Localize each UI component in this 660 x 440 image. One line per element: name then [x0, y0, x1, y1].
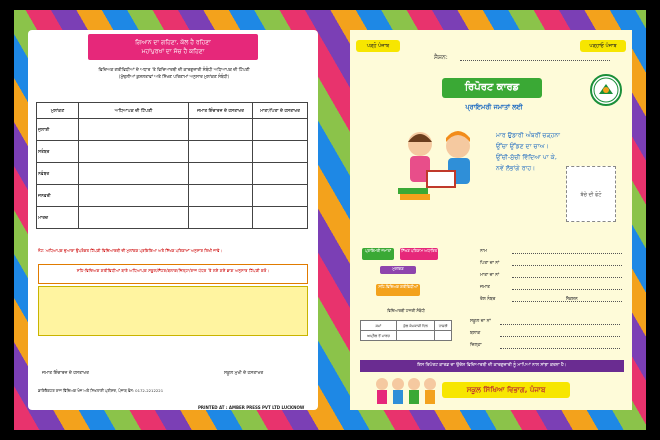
header-teacher-comment: ਅਧਿਆਪਕ ਦੀ ਟਿੱਪਣੀ [79, 103, 189, 119]
sign-cell[interactable] [253, 163, 308, 185]
attendance-header-present: ਹਾਜ਼ਰੀ [435, 321, 452, 331]
right-sheet [350, 30, 632, 410]
attendance-period-cell: ਅਪ੍ਰੈਲ ਤੋਂ ਮਾਰਚ [361, 331, 397, 341]
header-class-incharge-sign: ਜਮਾਤ ਇੰਚਾਰਜ ਦੇ ਹਸਤਾਖਰ [189, 103, 253, 119]
comment-cell[interactable] [79, 141, 189, 163]
attendance-header-period: ਸਮਾਂ [361, 321, 397, 331]
tag-evaluation: ਮੁਲਾਂਕਣ [380, 266, 416, 274]
education-department-logo [590, 74, 622, 106]
co-curricular-comment-box[interactable] [38, 286, 308, 336]
red-note: ਨੋਟ: ਅਧਿਆਪਕ ਦੁਆਰਾ ਉਪਰੋਕਤ ਟਿੱਪਣੀ ਵਿਦਿਆਰਥੀ ਦੀ ਮੁਲਾਂਕਣ ਪ੍ਰਕਿਰਿਆ ਅਤੇ ਸਿੱਖਣ ਪਰਿਣਾਮਾਂ ਅਨੁਸਾਰ ਲਿਖੀ ਜਾਵੇ। [38, 248, 223, 253]
field-father-name[interactable]: ਪਿਤਾ ਦਾ ਨਾਂ [480, 261, 500, 266]
field-section[interactable]: ਸੈਕਸ਼ਨ [566, 297, 578, 302]
working-days-cell[interactable] [396, 331, 435, 341]
school-head-signature-label: ਸਕੂਲ ਮੁਖੀ ਦੇ ਹਸਤਾਖਰ [224, 371, 264, 376]
session-label: ਸੈਸ਼ਨ: [434, 54, 448, 61]
class-incharge-signature-label: ਜਮਾਤ ਇੰਚਾਰਜ ਦੇ ਹਸਤਾਖਰ [42, 371, 89, 376]
right-page [336, 10, 646, 430]
tag-learning-outcomes: ਸਿੱਖਣ ਪਰਿਣਾਮ ਅਧਾਰਿਤ [400, 248, 438, 260]
left-page [14, 10, 334, 430]
table-row [37, 119, 308, 141]
sign-cell[interactable] [189, 185, 253, 207]
motto-banner [88, 34, 258, 60]
poem-line: ਉੱਚੀ-ਸੁੱਚੀ ਵਿੱਦਿਆ ਪਾ ਕੇ, [496, 154, 557, 161]
table-row [37, 185, 308, 207]
report-card-title: ਰਿਪੋਰਟ ਕਾਰਡ [442, 78, 542, 98]
field-mother-name[interactable]: ਮਾਤਾ ਦਾ ਨਾਂ [480, 273, 500, 278]
session-line[interactable] [460, 60, 610, 61]
intro-line-1: ਵਿਦਿਅਕ ਗਤੀਵਿਧੀਆਂ ਦੇ ਅਧਾਰ 'ਤੇ ਵਿਦਿਆਰਥੀ ਦੀ ਕਾਰਗੁਜ਼ਾਰੀ ਸੰਬੰਧੀ ਅਧਿਆਪਕ ਦੀ ਟਿੱਪਣੀ [98, 68, 250, 73]
sign-cell[interactable] [189, 119, 253, 141]
padho-punjab-tag: ਪੜ੍ਹੋ ਪੰਜਾਬ [356, 40, 400, 52]
month-cell: ਨਵੰਬਰ [37, 163, 79, 185]
co-curricular-instruction: ਸਹਿ-ਵਿਦਿਅਕ ਗਤੀਵਿਧੀਆਂ ਬਾਰੇ ਅਧਿਆਪਕ ਸਕੂਲ/ਸੈਂਟਰ/ਬਲਾਕ/ਜ਼ਿਲ੍ਹਾ/ਰਾਜ ਪੱਧਰ 'ਤੇ ਲਏ ਗਏ ਭਾਗ ਅਨੁਸਾਰ ਟਿੱਪਣੀ ਕਰੋ। [38, 264, 308, 284]
logo-emblem-icon [592, 76, 620, 104]
motto-line-1: ਗਿਆਨ ਦਾ ਗਹਿਣਾ, ਕੋਲ ਹੈ ਰਹਿਣਾ [135, 39, 211, 46]
month-cell: ਜਨਵਰੀ [37, 185, 79, 207]
field-block[interactable]: ਬਲਾਕ [470, 331, 481, 336]
sign-cell[interactable] [189, 163, 253, 185]
comment-cell[interactable] [79, 119, 189, 141]
purpose-strip: ਇਸ ਰਿਪੋਰਟ ਕਾਰਡ ਦਾ ਉਦੇਸ਼ ਵਿਦਿਆਰਥੀ ਦੀ ਕਾਰਗੁਜ਼ਾਰੀ ਨੂੰ ਮਾਪਿਆਂ ਨਾਲ ਸਾਂਝਾ ਕਰਨਾ ਹੈ। [360, 360, 624, 372]
header-evaluation: ਮੁਲਾਂਕਣ [37, 103, 79, 119]
field-district[interactable]: ਜ਼ਿਲ੍ਹਾ [470, 343, 482, 348]
field-name[interactable]: ਨਾਮ [480, 249, 487, 254]
comment-cell[interactable] [79, 163, 189, 185]
motto-line-2: ਮਹਾਂਪੁਰਖਾਂ ਦਾ ਸੱਚ ਹੈ ਕਹਿਣਾ [141, 48, 205, 55]
padhao-punjab-tag: ਪੜ੍ਹਾਓ ਪੰਜਾਬ [580, 40, 626, 52]
tag-co-curricular: ਸਹਿ-ਵਿਦਿਅਕ ਗਤੀਵਿਧੀਆਂ [376, 284, 420, 296]
poem-line: ਮਾਰ ਉਡਾਰੀ ਅੰਬਰੀਂ ਚੜ੍ਹਨਾ [496, 132, 561, 139]
intro-line-2: (ਮੁੱਢਲੀਆਂ ਕੁਸ਼ਲਤਾਵਾਂ ਅਤੇ ਸਿੱਖਣ ਪਰਿਣਾਮਾਂ ਅਨੁਸਾਰ ਮੁਲਾਂਕਣ ਸੰਬੰਧੀ) [118, 75, 230, 80]
sign-cell[interactable] [189, 141, 253, 163]
teacher-comment-table [36, 102, 308, 229]
sign-cell[interactable] [253, 141, 308, 163]
reading-children-illustration [390, 122, 490, 208]
present-cell[interactable] [435, 331, 452, 341]
field-roll-number[interactable]: ਰੋਲ ਨੰਬਰ [480, 297, 496, 302]
child-photo-box[interactable]: ਬੱਚੇ ਦੀ ਫੋਟੋ [566, 166, 616, 222]
footer-address: ਡਾਇਰੈਕਟਰ ਰਾਜ ਵਿੱਦਿਅਕ ਖੋਜ ਅਤੇ ਸਿਖਲਾਈ ਪ੍ਰੀਸ਼ਦ, ਪੰਜਾਬ ਫੋਨ: 0172-2212221 [38, 388, 164, 393]
block-line [500, 336, 620, 337]
children-group-illustration [372, 376, 438, 406]
poem-line: ਉੱਚਾ ਉੱਡਣ ਦਾ ਚਾਅ। [496, 143, 549, 150]
district-line [500, 348, 620, 349]
table-header-row [37, 103, 308, 119]
printer-credit: PRINTED AT : AMBER PRESS PVT LTD LUCKNOW [198, 405, 305, 410]
poem-line: ਨਵੇਂ ਲੱਭਾਂਗੇ ਰਾਹ। [496, 165, 536, 172]
month-cell: ਜੁਲਾਈ [37, 119, 79, 141]
school-education-department: ਸਕੂਲ ਸਿੱਖਿਆ ਵਿਭਾਗ, ਪੰਜਾਬ [442, 382, 570, 398]
attendance-header-row [361, 321, 452, 331]
left-sheet [28, 30, 318, 410]
header-parent-sign: ਮਾਤਾ/ਪਿਤਾ ਦੇ ਹਸਤਾਖਰ [253, 103, 308, 119]
attendance-title: ਵਿਦਿਆਰਥੀ ਹਾਜ਼ਰੀ ਸੰਬੰਧੀ [387, 308, 425, 313]
table-row [37, 141, 308, 163]
primary-classes-subtitle: ਪ੍ਰਾਇਮਰੀ ਜਮਾਤਾਂ ਲਈ [465, 103, 523, 111]
table-row [37, 207, 308, 229]
sign-cell[interactable] [253, 185, 308, 207]
sign-cell[interactable] [253, 119, 308, 141]
comment-cell[interactable] [79, 207, 189, 229]
sign-cell[interactable] [253, 207, 308, 229]
field-class[interactable]: ਜਮਾਤ [480, 285, 490, 290]
sign-cell[interactable] [189, 207, 253, 229]
field-school-name[interactable]: ਸਕੂਲ ਦਾ ਨਾਂ [470, 319, 491, 324]
attendance-header-working-days: ਕੁੱਲ ਕੰਮਕਾਜੀ ਦਿਨ [396, 321, 435, 331]
month-cell: ਸਤੰਬਰ [37, 141, 79, 163]
table-row [361, 331, 452, 341]
tag-primary-classes: ਪ੍ਰਾਇਮਰੀ ਜਮਾਤਾਂ [362, 248, 394, 260]
month-cell: ਮਾਰਚ [37, 207, 79, 229]
comment-cell[interactable] [79, 185, 189, 207]
school-name-line [500, 324, 620, 325]
table-row [37, 163, 308, 185]
report-card-spread [14, 10, 646, 430]
attendance-table [360, 320, 452, 341]
